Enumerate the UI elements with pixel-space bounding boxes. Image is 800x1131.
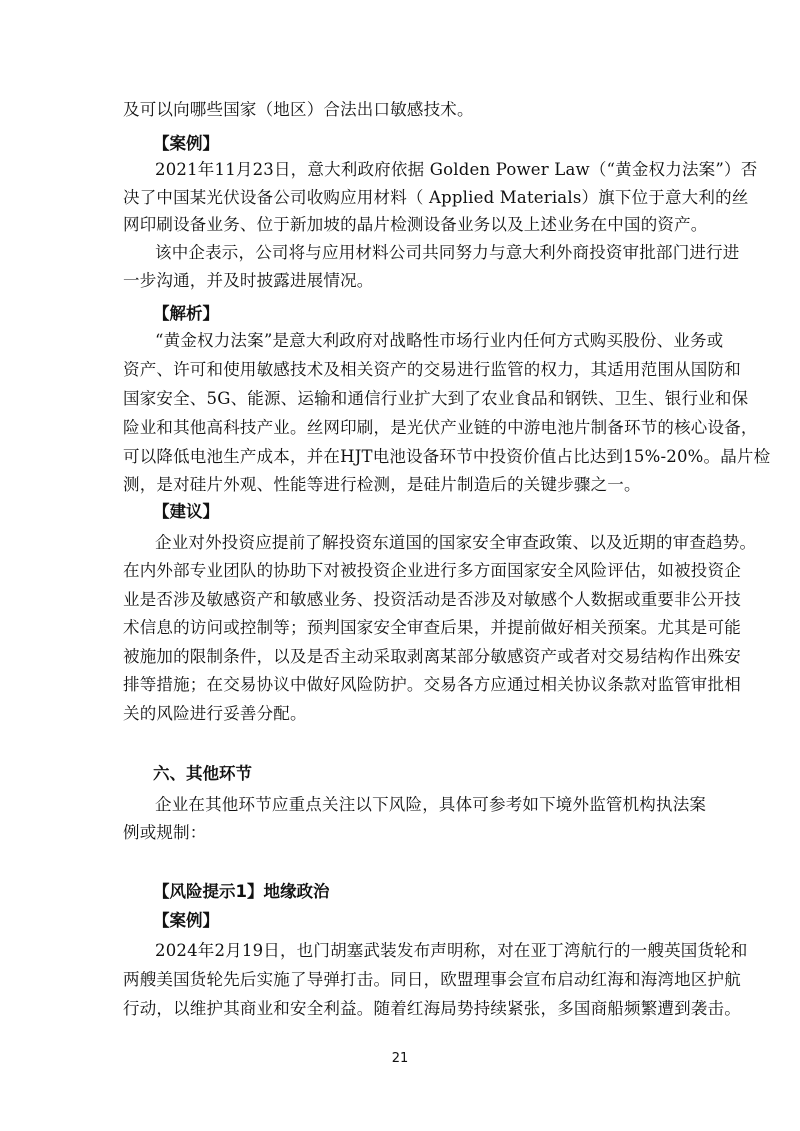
- paragraph-line: 一步沟通，并及时披露进展情况。: [123, 271, 374, 290]
- paragraph-line: 例或规制：: [123, 823, 207, 842]
- section-label-case: 【案例】: [153, 911, 219, 930]
- paragraph-line: 网印刷设备业务、位于新加坡的晶片检测设备业务以及上述业务在中国的资产。: [123, 215, 708, 234]
- paragraph-line: 业是否涉及敏感资产和敏感业务、投资活动是否涉及对敏感个人数据或重要非公开技: [123, 590, 741, 609]
- section-label-analysis: 【解析】: [153, 304, 219, 323]
- risk-tip-heading: 【风险提示1】地缘政治: [153, 882, 330, 901]
- paragraph-line: 2021年11月23日，意大利政府依据 Golden Power Law（“黄金权力法案”）否: [155, 160, 758, 179]
- paragraph-line: “黄金权力法案”是意大利政府对战略性市场行业内任何方式购买股份、业务或: [155, 331, 724, 350]
- paragraph-line: 资产、许可和使用敏感技术及相关资产的交易进行监管的权力，其适用范围从国防和: [123, 360, 741, 379]
- paragraph-line: 测，是对硅片外观、性能等进行检测，是硅片制造后的关键步骤之一。: [123, 475, 641, 494]
- paragraph-line: 关的风险进行妥善分配。: [123, 704, 307, 723]
- paragraph-line: 企业对外投资应提前了解投资东道国的国家安全审查政策、以及近期的审查趋势。: [155, 533, 757, 552]
- section-label-advice: 【建议】: [153, 502, 219, 521]
- paragraph-line: 术信息的访问或控制等；预判国家安全审查后果，并提前做好相关预案。尤其是可能: [123, 618, 741, 637]
- paragraph-line: 国家安全、5G、能源、运输和通信行业扩大到了农业食品和钢铁、卫生、银行业和保: [123, 389, 749, 408]
- paragraph-line: 2024年2月19日，也门胡塞武装发布声明称，对在亚丁湾航行的一艘英国货轮和: [155, 941, 748, 960]
- paragraph-line: 可以降低电池生产成本，并在HJT电池设备环节中投资价值占比达到15%-20%。晶片检: [123, 447, 771, 466]
- paragraph-line: 排等措施；在交易协议中做好风险防护。交易各方应通过相关协议条款对监管审批相: [123, 675, 741, 694]
- paragraph-line: 被施加的限制条件，以及是否主动采取剥离某部分敏感资产或者对交易结构作出殊安: [123, 647, 741, 666]
- paragraph-line: 决了中国某光伏设备公司收购应用材料（ Applied Materials）旗下位于意大利的丝: [123, 188, 749, 207]
- paragraph-line: 及可以向哪些国家（地区）合法出口敏感技术。: [123, 100, 474, 119]
- paragraph-line: 行动，以维护其商业和安全利益。随着红海局势持续紧张，多国商船频繁遭到袭击。: [123, 999, 741, 1018]
- section-label-case: 【案例】: [153, 134, 219, 153]
- paragraph-line: 企业在其他环节应重点关注以下风险，具体可参考如下境外监管机构执法案: [155, 795, 707, 814]
- paragraph-line: 两艘美国货轮先后实施了导弹打击。同日，欧盟理事会宣布启动红海和海湾地区护航: [123, 970, 741, 989]
- section-heading-other-stages: 六、其他环节: [153, 764, 252, 783]
- paragraph-line: 在内外部专业团队的协助下对被投资企业进行多方面国家安全风险评估，如被投资企: [123, 561, 741, 580]
- page-number: 21: [391, 1051, 409, 1066]
- paragraph-line: 该中企表示，公司将与应用材料公司共同努力与意大利外商投资审批部门进行进: [155, 243, 740, 262]
- paragraph-line: 险业和其他高科技产业。丝网印刷，是光伏产业链的中游电池片制备环节的核心设备，: [123, 418, 758, 437]
